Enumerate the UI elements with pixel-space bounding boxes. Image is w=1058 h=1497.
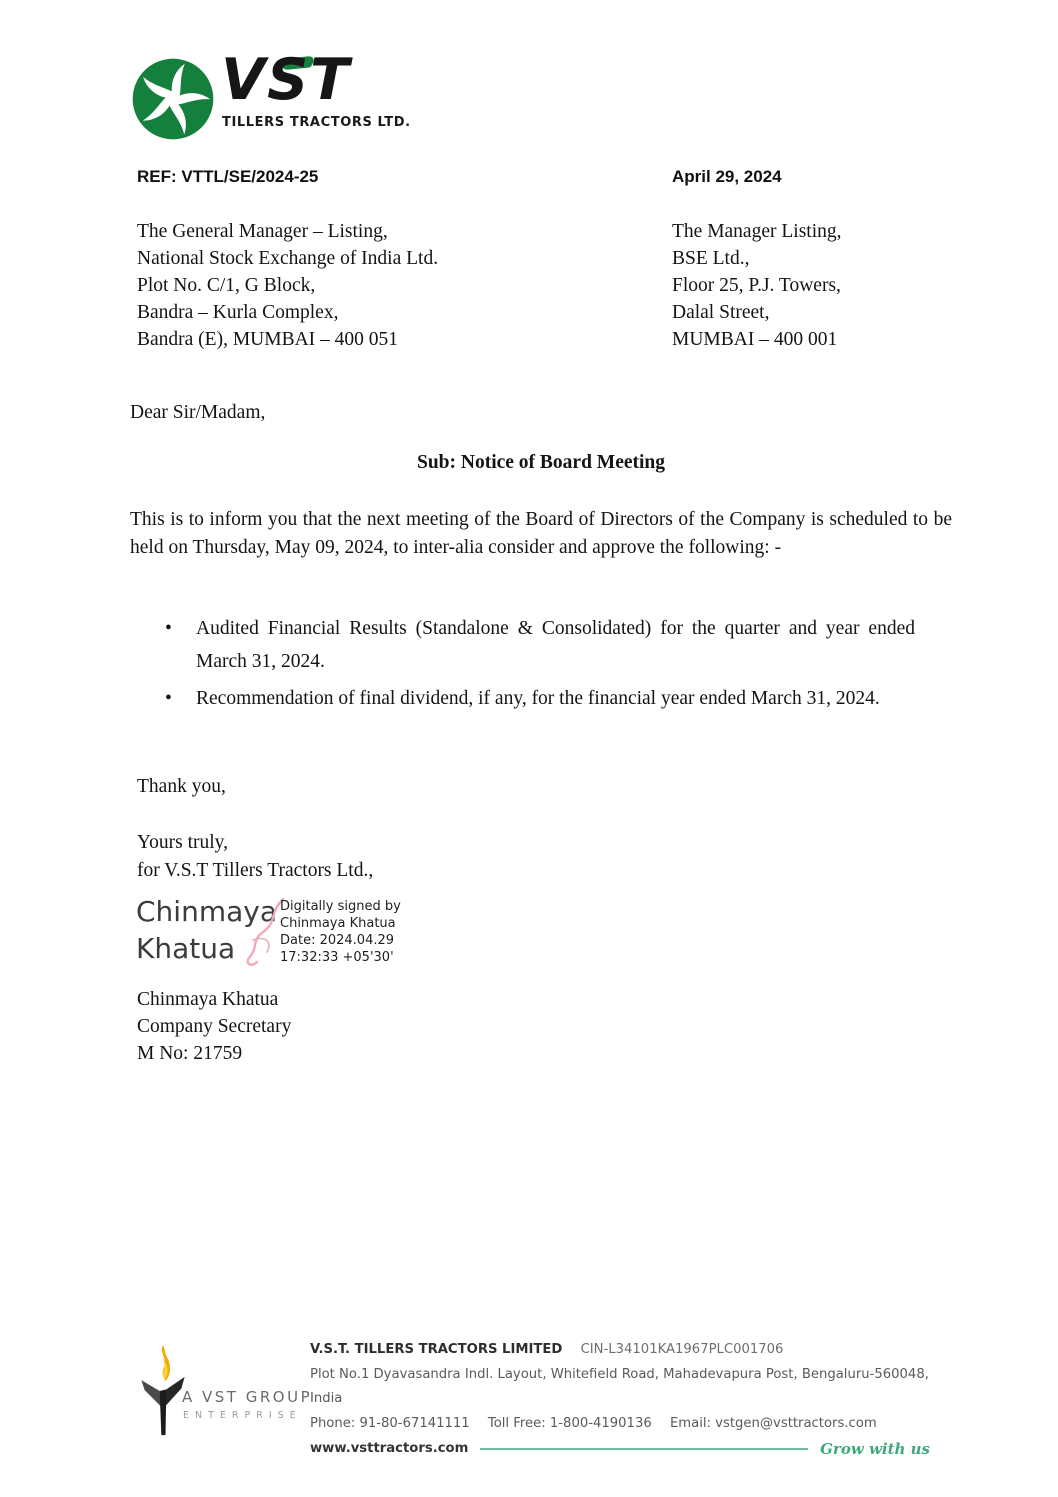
footer-contact-line: [310, 1412, 930, 1437]
footer-divider-line: [480, 1448, 808, 1450]
reference-number: REF: VTTL/SE/2024-25: [137, 167, 319, 186]
digital-signature-details: [280, 898, 401, 966]
closing-block: [137, 829, 373, 885]
address-line: Plot No. C/1, G Block,: [137, 275, 316, 296]
footer-address: Plot No.1 Dyavasandra Indl. Layout, Whitefield Road, Mahadevapura Post, Bengaluru-560048, India: [310, 1366, 929, 1406]
signatory-name: Chinmaya Khatua: [137, 989, 279, 1010]
address-line: Bandra (E), MUMBAI – 400 051: [137, 329, 399, 350]
address-line: National Stock Exchange of India Ltd.: [137, 248, 439, 269]
address-line: BSE Ltd.,: [672, 248, 750, 269]
address-line: The Manager Listing,: [672, 221, 842, 242]
signatory-membership: M No: 21759: [137, 1043, 243, 1064]
brand-wordmark: VST: [221, 47, 352, 113]
footer-info: [310, 1338, 930, 1462]
vst-group-torch-icon: [138, 1337, 188, 1445]
ref-date-row: [137, 167, 923, 187]
signatory-block: [137, 986, 291, 1067]
footer-tollfree: Toll Free: 1-800-4190136: [487, 1415, 652, 1431]
vst-pinwheel-icon: [131, 57, 215, 141]
address-line: Dalal Street,: [672, 302, 770, 323]
letter-date: April 29, 2024: [672, 167, 782, 186]
signature-detail-line: Chinmaya Khatua: [280, 916, 396, 931]
address-line: MUMBAI – 400 001: [672, 329, 838, 350]
agenda-item: • Recommendation of final dividend, if any, for the financial year ended March 31, 2024.: [163, 682, 915, 715]
salutation: Dear Sir/Madam,: [130, 402, 266, 423]
letterhead-footer: [0, 1330, 1058, 1458]
signatory-title: Company Secretary: [137, 1016, 292, 1037]
agenda-item: • Audited Financial Results (Standalone & Consolidated) for the quarter and year ended March 31, 2024.: [163, 612, 915, 678]
address-line: Bandra – Kurla Complex,: [137, 302, 339, 323]
body-paragraph: This is to inform you that the next meeting of the Board of Directors of the Company is scheduled to be held on Thursday, May 09, 2024, to inter-alia consider and approve the following: -: [130, 509, 952, 558]
closing-yours: Yours truly,: [137, 832, 229, 853]
address-line: The General Manager – Listing,: [137, 221, 388, 242]
signature-detail-line: Date: 2024.04.29: [280, 933, 395, 948]
brand-subtitle: TILLERS TRACTORS LTD.: [222, 115, 411, 130]
address-line: Floor 25, P.J. Towers,: [672, 275, 841, 296]
vst-group-enterprise-label: ENTERPRISE: [183, 1410, 302, 1421]
closing-thanks: Thank you,: [137, 776, 226, 797]
footer-company-name: V.S.T. TILLERS TRACTORS LIMITED: [310, 1342, 563, 1357]
footer-tagline: Grow with us: [820, 1440, 930, 1458]
signature-detail-line: 17:32:33 +05'30': [280, 950, 394, 965]
agenda-list: [163, 612, 915, 719]
footer-email: Email: vstgen@vsttractors.com: [669, 1415, 877, 1431]
signature-detail-line: Digitally signed by: [280, 899, 401, 914]
recipient-nse-address: [137, 218, 438, 353]
footer-website-row: [310, 1437, 930, 1462]
closing-for-company: for V.S.T Tillers Tractors Ltd.,: [137, 860, 374, 881]
recipient-bse-address: [672, 218, 842, 353]
digital-signature-name: Chinmaya Khatua: [136, 895, 277, 965]
footer-phone: Phone: 91-80-67141111: [310, 1415, 470, 1431]
company-logo: [131, 47, 431, 140]
subject-line: Sub: Notice of Board Meeting: [416, 452, 666, 473]
footer-company-line: [310, 1338, 930, 1363]
footer-website: www.vsttractors.com: [310, 1441, 469, 1456]
vst-group-label: A VST GROUP: [182, 1388, 313, 1406]
footer-cin: CIN-L34101KA1967PLC001706: [580, 1342, 784, 1357]
